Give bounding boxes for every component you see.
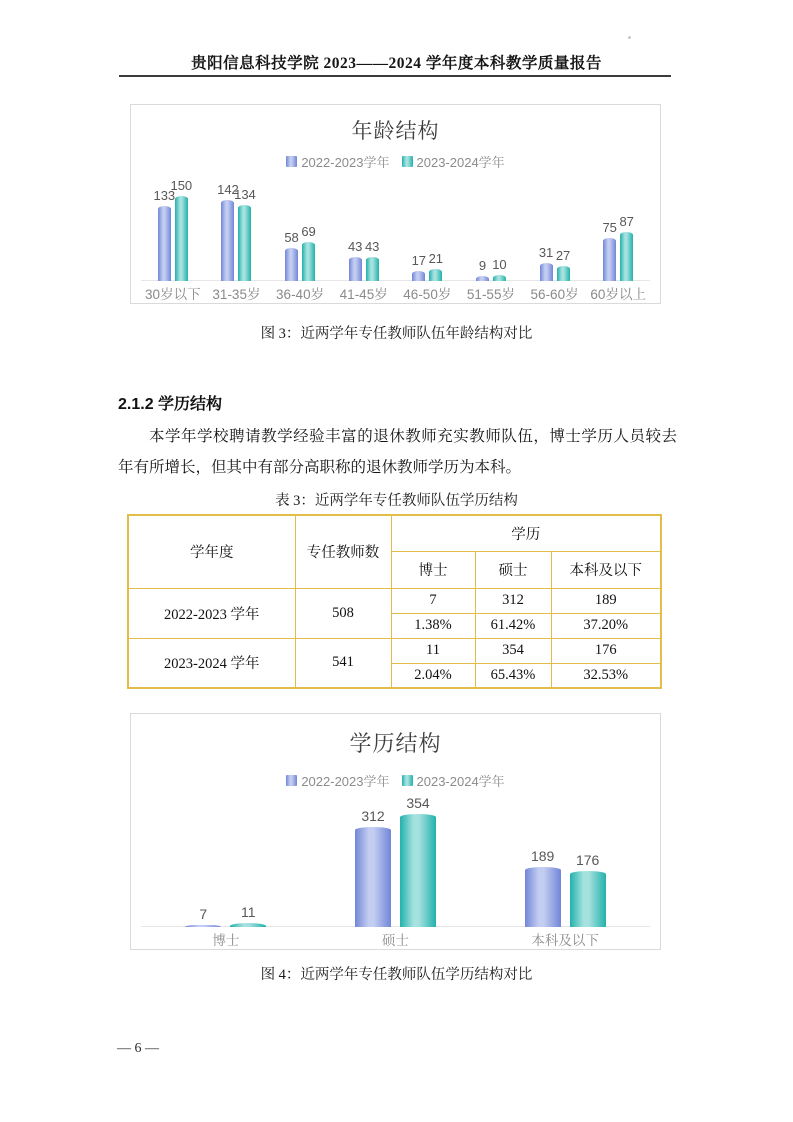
bar-value-label: 150: [170, 178, 193, 193]
category-label: 博士: [212, 933, 240, 948]
bar-value-label: 142: [217, 182, 239, 197]
chart-legend: [131, 771, 660, 790]
bar-value-label: 133: [153, 188, 176, 203]
paragraph-line: 年有所增长，但其中有部分高职称的退休教师学历为本科。: [118, 459, 522, 476]
bar-value-label: 87: [619, 214, 634, 229]
bar-value-label: 9: [478, 258, 487, 273]
bar-2023-2024学年-41-45岁: [366, 257, 379, 281]
table-cell-year: 2022-2023 学年: [128, 588, 295, 638]
table-cell-count: 354: [475, 638, 551, 663]
figure4-caption: 图 4：近两学年专任教师队伍学历结构对比: [260, 967, 533, 983]
bar-value-label: 58: [284, 230, 299, 245]
legend-label: 2022-2023学年: [301, 774, 390, 789]
bar-2022-2023学年-31-35岁: [221, 200, 234, 281]
legend-item: [402, 771, 505, 790]
chart-title: 年龄结构: [351, 120, 440, 143]
bar-value-label: 31: [538, 245, 554, 260]
age-structure-chart-panel: [130, 104, 661, 304]
category-label: 41-45岁: [339, 287, 388, 302]
bar-2023-2024学年-博士: [230, 923, 266, 927]
category-label: 30岁以下: [145, 287, 201, 302]
table-cell-count: 11: [391, 638, 475, 663]
chart-title: 学历结构: [349, 731, 442, 756]
table-header-total: 专任教师数: [295, 515, 391, 588]
bar-value-label: 354: [406, 795, 430, 811]
education-structure-chart-panel: [130, 713, 661, 950]
table-cell-percent: 65.43%: [475, 663, 551, 688]
bar-value-label: 75: [602, 220, 617, 235]
bar-value-label: 10: [492, 257, 507, 272]
bar-value-label: 176: [575, 852, 600, 868]
bar-2023-2024学年-36-40岁: [302, 242, 315, 281]
table-cell-total: 541: [295, 638, 391, 688]
section-heading: 2.1.2 学历结构: [118, 396, 223, 413]
bar-value-label: 11: [241, 904, 256, 920]
bar-2022-2023学年-60岁以上: [603, 238, 616, 281]
page-number: — 6 —: [117, 1041, 159, 1056]
chart-plot: [141, 175, 650, 303]
bar-2023-2024学年-60岁以上: [620, 232, 633, 281]
table-header-education: 学历: [391, 515, 661, 551]
bar-2023-2024学年-46-50岁: [429, 269, 442, 281]
header-rule: [119, 75, 671, 77]
table3-caption: 表 3：近两学年专任教师队伍学历结构: [275, 493, 518, 509]
table-cell-percent: 61.42%: [475, 613, 551, 638]
bar-2022-2023学年-博士: [185, 925, 221, 927]
education-structure-table: [127, 514, 662, 689]
table-cell-year: 2023-2024 学年: [128, 638, 295, 688]
bar-value-label: 43: [347, 239, 363, 254]
bar-2022-2023学年-51-55岁: [476, 276, 489, 281]
table-cell-percent: 2.04%: [391, 663, 475, 688]
table-header-doctor: 博士: [391, 551, 475, 588]
bar-2022-2023学年-36-40岁: [285, 248, 298, 281]
bar-2023-2024学年-56-60岁: [557, 266, 570, 281]
scan-artifact-dot: [628, 36, 631, 39]
table-header-master: 硕士: [475, 551, 551, 588]
legend-label: 2022-2023学年: [301, 155, 390, 170]
bar-value-label: 7: [199, 906, 208, 922]
table-cell-percent: 1.38%: [391, 613, 475, 638]
legend-item: [286, 771, 389, 790]
bar-value-label: 312: [361, 808, 385, 824]
figure3-caption: 图 3：近两学年专任教师队伍年龄结构对比: [260, 326, 533, 342]
legend-swatch-icon: [286, 156, 297, 167]
table-cell-count: 176: [551, 638, 661, 663]
category-label: 硕士: [382, 933, 409, 948]
paragraph-line: 本学年学校聘请教学经验丰富的退休教师充实教师队伍，博士学历人员较去: [149, 428, 677, 445]
legend-swatch-icon: [286, 775, 297, 786]
bar-2022-2023学年-41-45岁: [349, 257, 362, 281]
bar-2023-2024学年-30岁以下: [175, 196, 188, 281]
page-header-title: 贵阳信息科技学院 2023——2024 学年度本科教学质量报告: [191, 55, 602, 72]
bar-2022-2023学年-本科及以下: [525, 867, 561, 927]
legend-swatch-icon: [402, 775, 413, 786]
bar-value-label: 69: [301, 224, 316, 239]
bar-2022-2023学年-46-50岁: [412, 271, 425, 281]
table-cell-total: 508: [295, 588, 391, 638]
bar-2023-2024学年-51-55岁: [493, 275, 506, 281]
bar-2023-2024学年-硕士: [400, 814, 436, 927]
bar-value-label: 17: [411, 253, 427, 268]
table-header-bachelor: 本科及以下: [551, 551, 661, 588]
legend-label: 2023-2024学年: [416, 155, 505, 170]
category-label: 46-50岁: [403, 287, 452, 302]
category-label: 60岁以上: [590, 287, 646, 302]
category-label: 本科及以下: [531, 933, 599, 948]
table-header-year: 学年度: [128, 515, 295, 588]
bar-value-label: 27: [555, 248, 571, 263]
bar-value-label: 21: [428, 251, 444, 266]
category-label: 51-55岁: [466, 287, 515, 302]
table-cell-count: 312: [475, 588, 551, 613]
chart-legend: [131, 152, 660, 171]
bar-value-label: 189: [530, 848, 555, 864]
x-axis-line: [141, 280, 650, 281]
bar-value-label: 134: [234, 187, 256, 202]
category-label: 56-60岁: [530, 287, 579, 302]
legend-item: [402, 152, 505, 171]
bar-2022-2023学年-硕士: [355, 827, 391, 927]
category-label: 36-40岁: [276, 287, 325, 302]
table-cell-count: 7: [391, 588, 475, 613]
table-cell-count: 189: [551, 588, 661, 613]
table-cell-percent: 37.20%: [551, 613, 661, 638]
legend-label: 2023-2024学年: [416, 774, 505, 789]
legend-swatch-icon: [402, 156, 413, 167]
legend-item: [286, 152, 389, 171]
bar-2023-2024学年-本科及以下: [570, 871, 606, 927]
bar-2022-2023学年-56-60岁: [540, 263, 553, 281]
body-paragraph: [118, 421, 677, 483]
table-cell-percent: 32.53%: [551, 663, 661, 688]
bar-2023-2024学年-31-35岁: [238, 205, 251, 281]
bar-value-label: 43: [364, 239, 380, 254]
bar-2022-2023学年-30岁以下: [158, 206, 171, 281]
category-label: 31-35岁: [212, 287, 261, 302]
chart-plot: [141, 795, 650, 949]
